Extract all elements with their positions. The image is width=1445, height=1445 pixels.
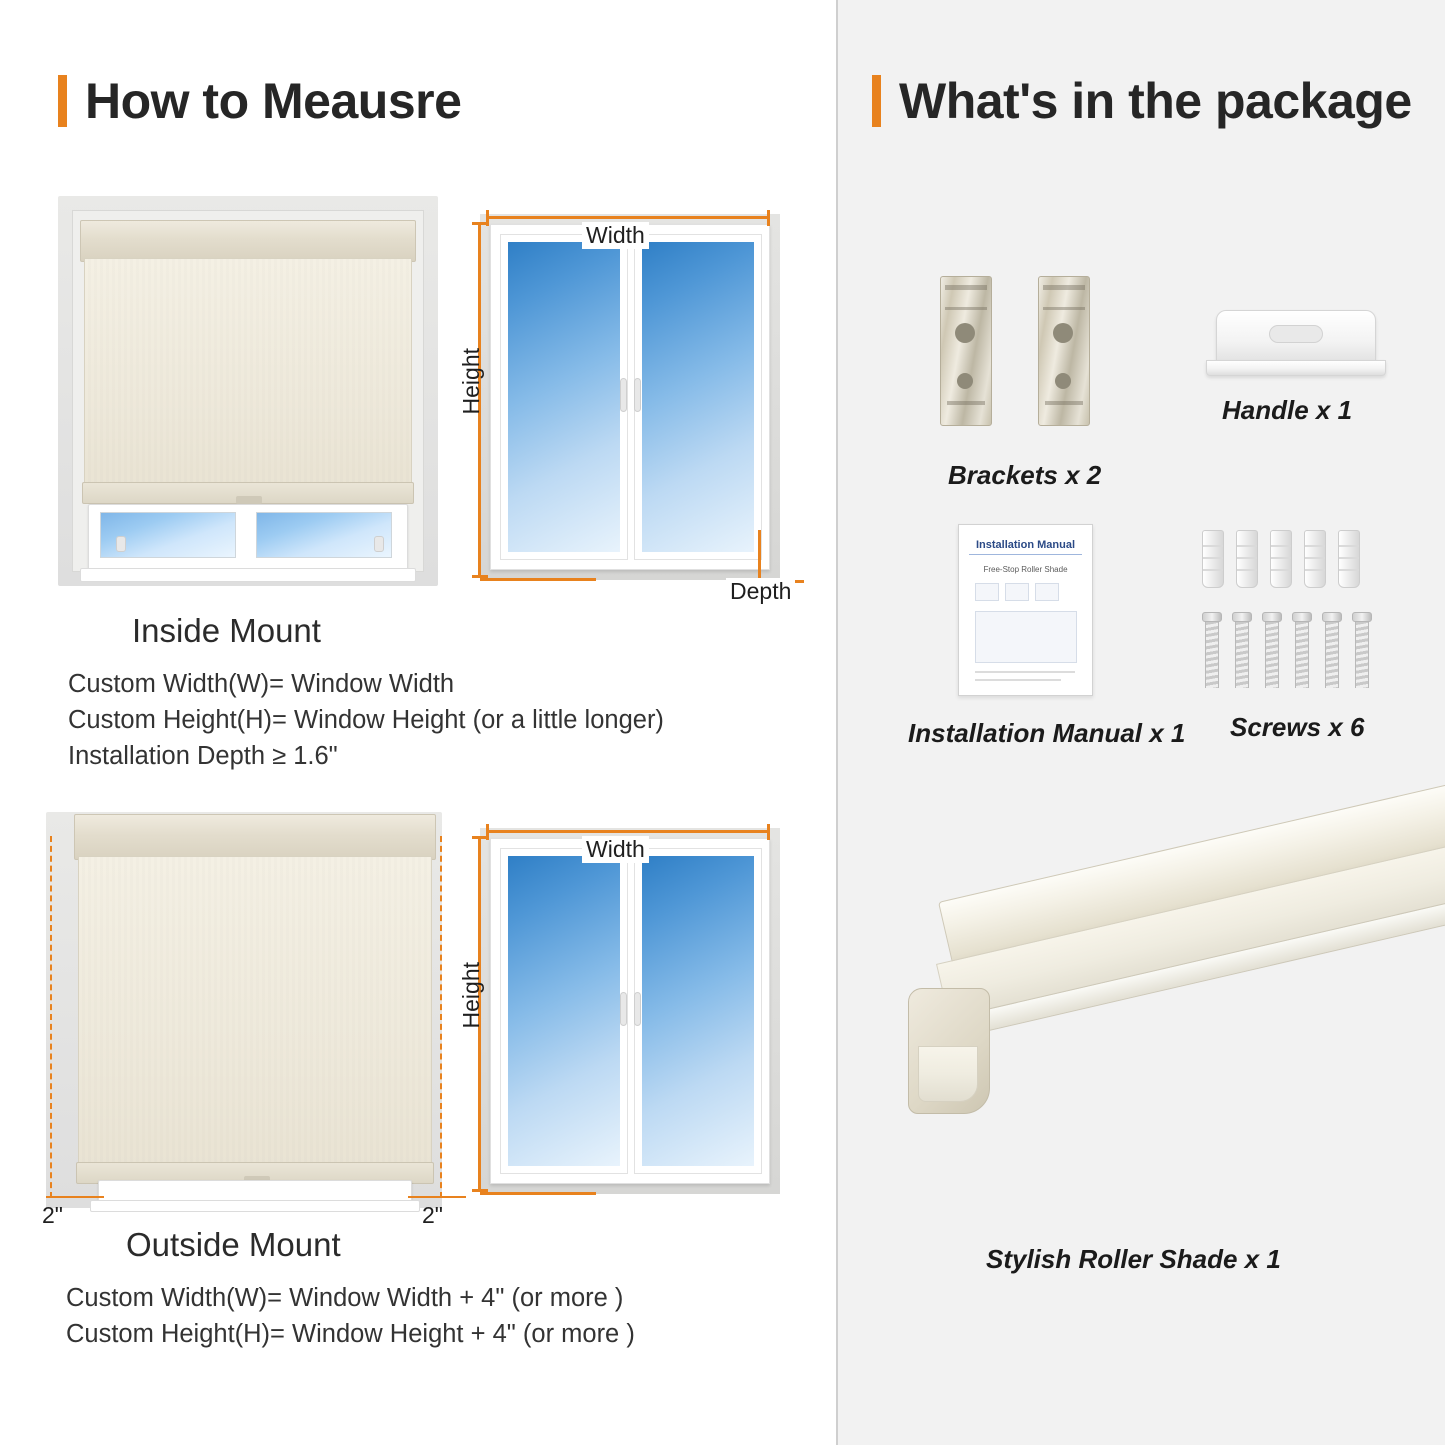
screws-graphic [1202, 524, 1402, 694]
inside-mount-measure-window [458, 200, 792, 604]
installation-manual-graphic [958, 524, 1093, 696]
roller-shade-caption: Stylish Roller Shade x 1 [986, 1244, 1281, 1274]
inside-line-3: Installation Depth ≥ 1.6" [68, 742, 338, 770]
outside-line-2: Custom Height(H)= Window Height + 4" (or more ) [66, 1320, 635, 1348]
manual-subtitle: Free-Stop Roller Shade [983, 565, 1068, 574]
outside-mount-title: Outside Mount [126, 1226, 341, 1263]
height-label-inside: Height [458, 348, 484, 415]
heading-text: How to Meausre [85, 73, 462, 129]
brackets-graphic [934, 272, 1114, 432]
outside-mount-measure-window [458, 814, 792, 1214]
inside-line-2: Custom Height(H)= Window Height (or a little longer) [68, 706, 664, 734]
manual-caption: Installation Manual x 1 [908, 718, 1186, 748]
width-label-outside: Width [582, 836, 649, 863]
width-label-inside: Width [582, 222, 649, 249]
heading-accent-bar-right [872, 75, 881, 127]
how-to-measure-heading [58, 72, 461, 130]
outside-mount-shade-illustration [36, 806, 448, 1228]
screws-caption: Screws x 6 [1230, 712, 1365, 742]
handle-caption: Handle x 1 [1222, 395, 1353, 425]
roller-shade-product-graphic [898, 840, 1445, 1240]
outside-line-1: Custom Width(W)= Window Width + 4" (or more ) [66, 1284, 624, 1312]
height-label-outside: Height [458, 962, 484, 1029]
right-panel [838, 0, 1445, 1445]
inside-line-1: Custom Width(W)= Window Width [68, 670, 455, 698]
depth-label-inside: Depth [726, 578, 795, 605]
manual-title: Installation Manual [969, 539, 1082, 555]
outside-left-margin-label: 2" [42, 1202, 63, 1228]
handle-graphic [1206, 300, 1386, 400]
package-heading-text: What's in the package [899, 73, 1412, 129]
package-heading [872, 72, 1412, 130]
brackets-caption: Brackets x 2 [948, 460, 1102, 490]
inside-mount-title: Inside Mount [132, 612, 321, 649]
inside-mount-shade-illustration [58, 196, 438, 586]
outside-right-margin-label: 2" [422, 1202, 443, 1228]
heading-accent-bar [58, 75, 67, 127]
